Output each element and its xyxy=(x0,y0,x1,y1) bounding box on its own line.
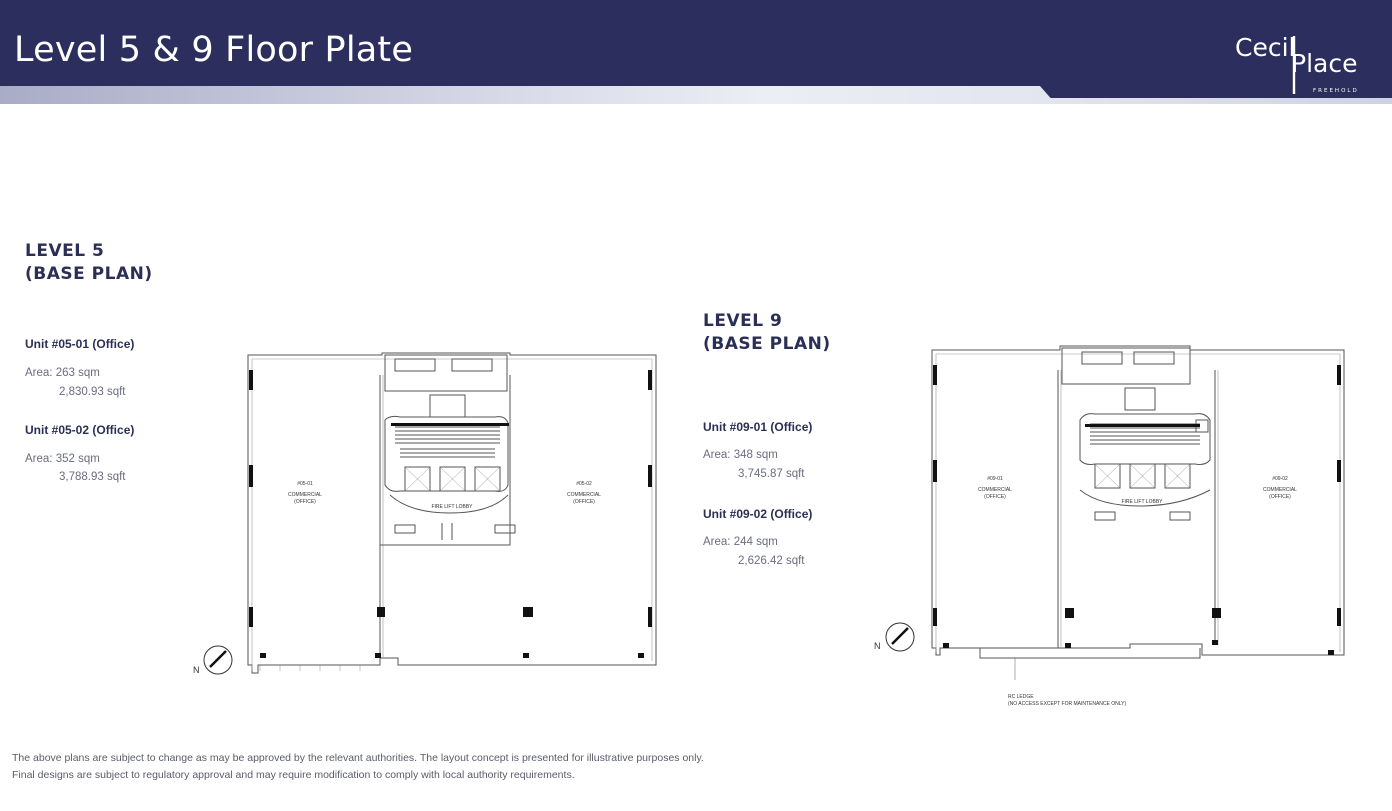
area-label: Area: xyxy=(25,453,53,465)
plan-unit-05-01-type: (OFFICE) xyxy=(294,499,316,505)
logo-tagline: FREEHOLD xyxy=(1313,88,1359,94)
plan-unit-05-02-no: #05-02 xyxy=(576,481,592,487)
unit-05-02-area xyxy=(25,453,100,465)
plan-unit-09-02-use: COMMERCIAL xyxy=(1263,487,1297,493)
north-arrow-icon xyxy=(193,646,232,675)
unit-05-02-sqft: 3,788.93 sqft xyxy=(59,471,126,483)
unit-09-01-title: Unit #09-01 (Office) xyxy=(703,420,813,434)
level5-heading-line1: LEVEL 5 xyxy=(25,241,105,261)
unit-05-02-title: Unit #05-02 (Office) xyxy=(25,423,135,437)
logo-text-line2: Place xyxy=(1291,49,1358,78)
plan-unit-09-02-type: (OFFICE) xyxy=(1269,494,1291,500)
plan-unit-05-01-use: COMMERCIAL xyxy=(288,492,322,498)
plan-unit-09-01-no: #09-01 xyxy=(987,476,1003,482)
area-label: Area: xyxy=(703,536,731,548)
unit-05-01-title: Unit #05-01 (Office) xyxy=(25,337,135,351)
plan-fire-lift-lobby: FIRE LIFT LOBBY xyxy=(1121,499,1163,505)
north-label: N xyxy=(193,665,200,675)
plan-unit-05-02-type: (OFFICE) xyxy=(573,499,595,505)
level5-heading-line2: (BASE PLAN) xyxy=(25,264,153,284)
level9-heading xyxy=(703,310,831,356)
area-sqm: 352 sqm xyxy=(55,453,100,465)
plan-unit-05-02-use: COMMERCIAL xyxy=(567,492,601,498)
disclaimer-line1: The above plans are subject to change as may be approved by the relevant authorities. The layout concept is presented for illustrative purposes only. xyxy=(12,752,704,764)
logo-text-line1: Cecil xyxy=(1235,33,1296,62)
level5-floor-plan xyxy=(190,345,665,680)
plan-unit-09-01-use: COMMERCIAL xyxy=(978,487,1012,493)
plan-rc-ledge-note: (NO ACCESS EXCEPT FOR MAINTENANCE ONLY) xyxy=(1008,701,1127,707)
unit-09-02-title: Unit #09-02 (Office) xyxy=(703,507,813,521)
area-sqm: 244 sqm xyxy=(733,536,778,548)
cecil-place-logo xyxy=(1221,22,1371,98)
plan-unit-05-01-no: #05-01 xyxy=(297,481,313,487)
disclaimer-line2: Final designs are subject to regulatory approval and may require modification to comply with local authority requirements. xyxy=(12,769,575,781)
unit-05-01-area xyxy=(25,367,100,379)
area-label: Area: xyxy=(25,367,53,379)
area-sqm: 263 sqm xyxy=(55,367,100,379)
level9-floor-plan xyxy=(870,340,1360,715)
plan-unit-09-02-no: #09-02 xyxy=(1272,476,1288,482)
page-title: Level 5 & 9 Floor Plate xyxy=(14,30,414,70)
plan-unit-09-01-type: (OFFICE) xyxy=(984,494,1006,500)
north-label: N xyxy=(874,641,881,651)
level9-heading-line1: LEVEL 9 xyxy=(703,311,783,331)
unit-05-01-sqft: 2,830.93 sqft xyxy=(59,386,126,398)
plan-rc-ledge: RC LEDGE xyxy=(1008,694,1034,700)
level9-heading-line2: (BASE PLAN) xyxy=(703,334,831,354)
area-sqm: 348 sqm xyxy=(733,449,778,461)
plan-fire-lift-lobby: FIRE LIFT LOBBY xyxy=(431,504,473,510)
unit-09-01-sqft: 3,745.87 sqft xyxy=(738,468,805,480)
unit-09-02-area xyxy=(703,536,778,548)
unit-09-01-area xyxy=(703,449,778,461)
level5-heading xyxy=(25,240,153,286)
area-label: Area: xyxy=(703,449,731,461)
unit-09-02-sqft: 2,626.42 sqft xyxy=(738,555,805,567)
north-arrow-icon xyxy=(874,623,914,651)
